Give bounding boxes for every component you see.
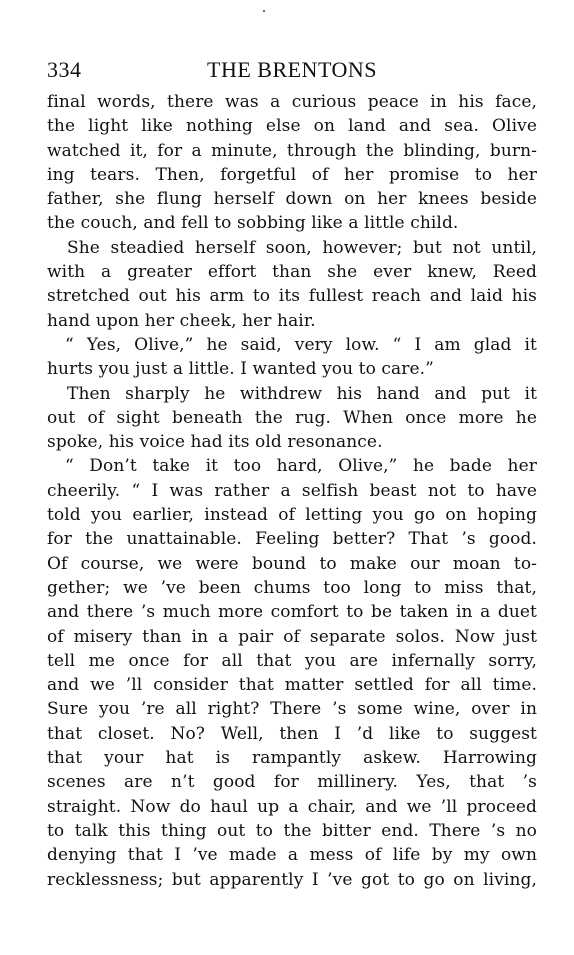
running-title: THE BRENTONS — [207, 57, 377, 82]
text-line: denying that I ’ve made a mess of life by my own — [47, 845, 537, 866]
text-line: watched it, for a minute, through the blinding, burn- — [47, 140, 537, 161]
text-line: “ Yes, Olive,” he said, very low. “ I am glad it — [65, 334, 537, 355]
page-header — [47, 56, 537, 84]
text-line: recklessness; but apparently I ’ve got to go on living, — [47, 869, 537, 890]
text-line: tell me once for all that you are infernally sorry, — [47, 650, 537, 671]
text-line: out of sight beneath the rug. When once more he — [47, 407, 537, 428]
ink-speck — [263, 10, 265, 12]
text-line: for the unattainable. Feeling better? That ’s good. — [47, 529, 537, 550]
text-line: Sure you ’re all right? There ’s some wine, over in — [47, 699, 537, 720]
text-line: Of course, we were bound to make our moan to- — [47, 553, 537, 574]
text-line: that your hat is rampantly askew. Harrowing — [47, 748, 537, 769]
text-line: hand upon her cheek, her hair. — [47, 310, 316, 331]
text-line: spoke, his voice had its old resonance. — [47, 432, 383, 453]
page-number: 334 — [47, 57, 82, 82]
text-line: to talk this thing out to the bitter end. There ’s no — [47, 820, 537, 841]
text-line: of misery than in a pair of separate solos. Now just — [47, 626, 537, 647]
text-line: hurts you just a little. I wanted you to care.” — [47, 359, 434, 380]
text-line: the light like nothing else on land and sea. Olive — [47, 116, 537, 137]
text-line: that closet. No? Well, then I ’d like to suggest — [47, 723, 537, 744]
text-line: and we ’ll consider that matter settled for all time. — [47, 675, 537, 696]
text-line: straight. Now do haul up a chair, and we ’ll proceed — [47, 796, 537, 817]
text-line: ing tears. Then, forgetful of her promise to her — [47, 164, 537, 185]
text-line: She steadied herself soon, however; but not until, — [67, 237, 537, 258]
text-line: “ Don’t take it too hard, Olive,” he bade her — [65, 456, 537, 477]
text-line: the couch, and fell to sobbing like a little child. — [47, 213, 459, 234]
text-line: father, she flung herself down on her knees beside — [47, 189, 537, 210]
text-line: gether; we ’ve been chums too long to miss that, — [47, 577, 537, 598]
text-line: scenes are n’t good for millinery. Yes, that ’s — [47, 772, 537, 793]
text-line: with a greater effort than she ever knew, Reed — [47, 262, 537, 283]
text-line: Then sharply he withdrew his hand and put it — [67, 383, 537, 404]
text-line: final words, there was a curious peace in his face, — [47, 92, 537, 112]
body-text — [47, 90, 537, 892]
text-line: and there ’s much more comfort to be taken in a duet — [47, 602, 537, 623]
text-line: cheerily. “ I was rather a selfish beast not to have — [47, 480, 537, 501]
text-line: told you earlier, instead of letting you go on hoping — [47, 505, 537, 526]
text-line: stretched out his arm to its fullest reach and laid his — [47, 286, 537, 307]
